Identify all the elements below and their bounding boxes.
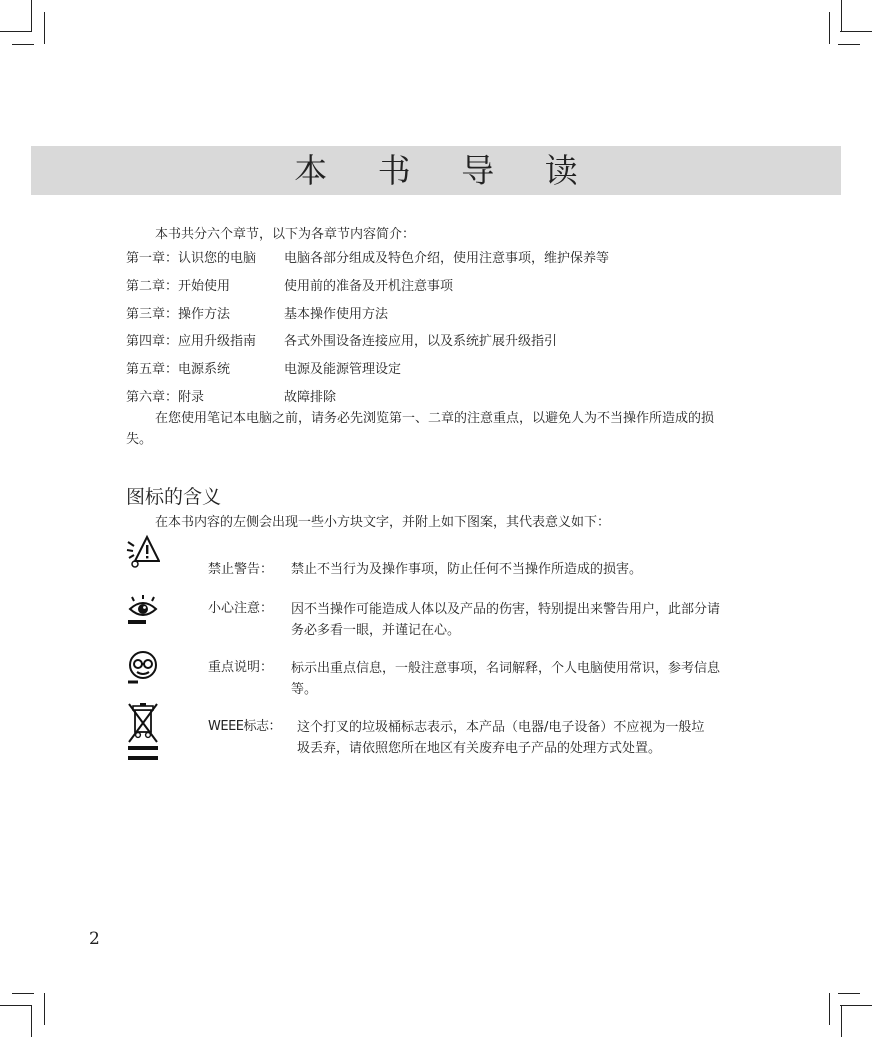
crop-mark <box>31 0 32 32</box>
icon-description: 标示出重点信息，一般注意事项，名词解释，个人电脑使用常识，参考信息等。 <box>291 661 721 697</box>
icon-label: 禁止警告： <box>208 562 274 577</box>
chapter-row <box>126 388 686 408</box>
crop-mark <box>12 44 34 45</box>
crop-mark <box>829 12 830 44</box>
crop-mark <box>838 993 860 994</box>
key-point-glasses-icon <box>126 650 160 684</box>
caution-eye-icon <box>126 592 160 626</box>
crop-mark <box>840 1005 872 1006</box>
crop-mark <box>841 0 842 32</box>
chapter-desc: 基本操作使用方法 <box>284 307 389 322</box>
crop-mark <box>0 1005 32 1006</box>
chapter-row <box>126 305 686 325</box>
icon-description: 禁止不当行为及操作事项，防止任何不当操作所造成的损害。 <box>291 562 643 577</box>
chapter-row <box>126 249 686 269</box>
chapter-desc: 电脑各部分组成及特色介绍，使用注意事项，维护保养等 <box>284 251 610 266</box>
chapter-name: 第六章：附录 <box>126 390 205 405</box>
crop-mark <box>0 31 32 32</box>
weee-crossed-bin-icon <box>126 700 160 764</box>
crop-mark <box>31 1005 32 1037</box>
chapter-row <box>126 332 686 352</box>
crop-mark <box>12 993 34 994</box>
page-number: 2 <box>89 929 100 949</box>
chapter-desc: 各式外围设备连接应用，以及系统扩展升级指引 <box>284 334 558 349</box>
section-heading: 图标的含义 <box>126 486 222 508</box>
intro-text: 本书共分六个章节，以下为各章节内容简介： <box>155 227 416 242</box>
chapter-name: 第五章：电源系统 <box>126 362 231 377</box>
chapter-desc: 故障排除 <box>284 390 337 405</box>
chapter-name: 第三章：操作方法 <box>126 307 231 322</box>
notice-paragraph: 在您使用笔记本电脑之前，请务必先浏览第一、二章的注意重点，以避免人为不当操作所造成的损失。 <box>126 411 715 447</box>
crop-mark <box>44 993 45 1025</box>
icon-label: 小心注意： <box>208 601 274 616</box>
icon-description: 这个打叉的垃圾桶标志表示，本产品（电器/电子设备）不应视为一般垃圾丢弃，请依照您所在地区有关废弃电子产品的处理方式处置。 <box>297 720 705 756</box>
icon-label: WEEE标志： <box>208 719 281 734</box>
icon-label: 重点说明： <box>208 660 274 675</box>
crop-mark <box>44 12 45 44</box>
icon-description: 因不当操作可能造成人体以及产品的伤害，特别提出来警告用户，此部分请务必多看一眼，并谨记在心。 <box>291 602 721 638</box>
crop-mark <box>838 44 860 45</box>
crop-mark <box>829 993 830 1025</box>
crop-mark <box>841 1005 842 1037</box>
page-title: 本 书 导 读 <box>294 151 598 190</box>
chapter-name: 第四章：应用升级指南 <box>126 334 257 349</box>
crop-mark <box>840 31 872 32</box>
chapter-row <box>126 277 686 297</box>
chapter-name: 第二章：开始使用 <box>126 279 231 294</box>
chapter-desc: 电源及能源管理设定 <box>284 362 402 377</box>
section-intro: 在本书内容的左侧会出现一些小方块文字，并附上如下图案，其代表意义如下： <box>155 515 611 530</box>
chapter-row <box>126 360 686 380</box>
prohibition-warning-icon <box>126 534 160 568</box>
chapter-name: 第一章：认识您的电脑 <box>126 251 257 266</box>
title-band <box>31 146 841 195</box>
chapter-desc: 使用前的准备及开机注意事项 <box>284 279 454 294</box>
